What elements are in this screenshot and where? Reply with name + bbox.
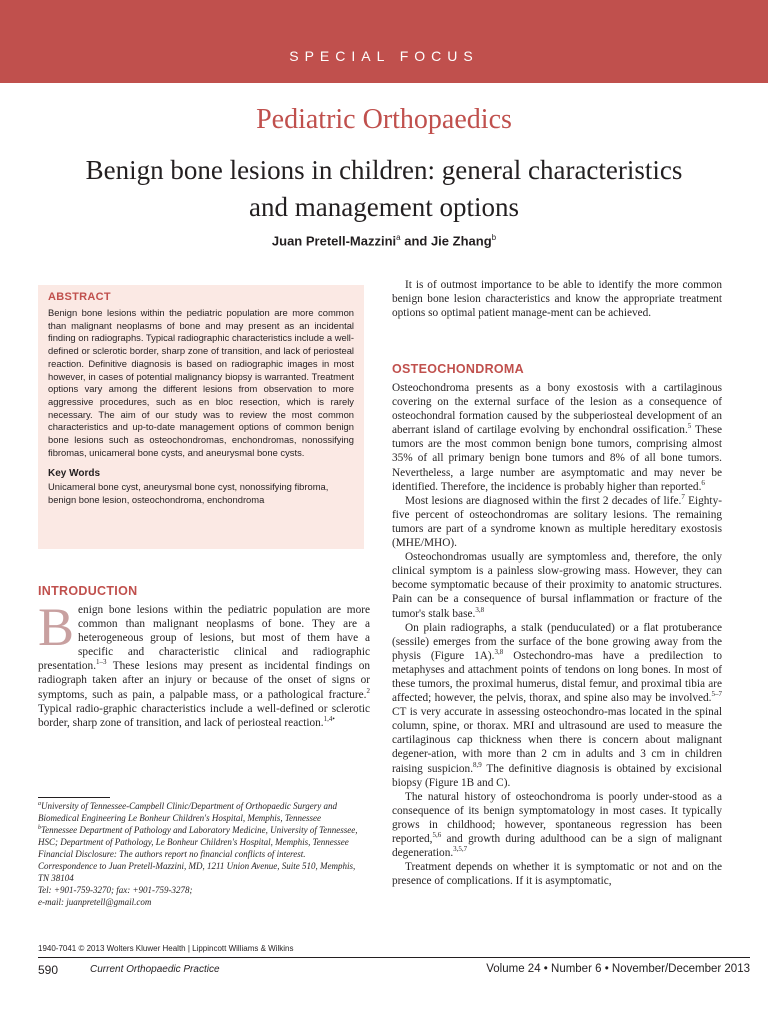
article-title-line1: Benign bone lesions in children: general characteristics — [85, 155, 683, 185]
osteochondroma-paragraph: Osteochondromas usually are symptomless and, therefore, the only clinical symptom is a painless slow-growing mass. However, they can become symptomatic because of their proximity to anatomic structures. Pain can be a consequence of bursal inflammation or fracture of the tumor's stalk base.$^{3,8}$ — [392, 551, 722, 620]
citation: 7 — [681, 492, 685, 501]
issn-copyright: 1940-7041 © 2013 Wolters Kluwer Health | Lippincott Williams & Wilkins — [38, 944, 294, 953]
citation: 8,9 — [473, 760, 482, 769]
footer-divider — [38, 957, 750, 958]
citation: 2 — [366, 686, 370, 695]
introduction-heading: INTRODUCTION — [38, 584, 138, 598]
citation: 5–7 — [711, 690, 722, 699]
volume-issue: Volume 24 • Number 6 • November/December 2013 — [486, 963, 750, 975]
footnote-correspondence: Correspondence to Juan Pretell-Mazzini, MD, 1211 Union Avenue, Suite 510, Memphis, TN 38104 — [38, 861, 356, 883]
citation: 5 — [687, 422, 692, 431]
intro-continued-paragraph: It is of outmost importance to be able to identify the more common benign bone lesion characteristics and know the appropriate treatment options so optimal patient manage-ment can be achieved. — [392, 279, 722, 320]
citation: 5,6 — [432, 831, 442, 840]
article-title-line2: and management options — [249, 192, 519, 222]
drop-cap: B — [38, 597, 75, 657]
abstract-heading: ABSTRACT — [48, 291, 111, 303]
citation: 6 — [701, 478, 705, 487]
author-list — [0, 233, 768, 248]
footnote-divider — [38, 797, 110, 798]
intro-continued — [392, 278, 722, 320]
banner-label: SPECIAL FOCUS — [289, 48, 479, 64]
author-name: Juan Pretell-Mazzini — [271, 233, 397, 249]
author-separator: and — [400, 233, 431, 249]
keywords-heading: Key Words — [48, 468, 101, 480]
osteochondroma-paragraph: The natural history of osteochondroma is poorly under-stood as a consequence of its benign symptomatology in most cases. It typically grows in childhood; however, spontaneous regression has been reported,$^{5,6}$ and growth during adulthood can be a sign of malignant degeneration.$^{3,5,7}$ — [392, 790, 722, 860]
introduction-paragraph: Benign bone lesions within the pediatric population are more common than malignant neoplasms of bone. They are a heterogeneous group of lesions, but most of them have a specific and characteristic clinical and radiographic presentation.$^{1-3}$ These lesions may present as incidental findings on radiograph taken after an injury or because of the onset of signs or symptoms, such as pain, a palpable mass, or a pathological fracture.$^2$ Typical radio-graphic characteristics include a well-defined or sclerotic border, sharp zone of transition, and lack of periosteal reaction.$^{1,4•}$ — [38, 597, 370, 729]
abstract-box — [38, 285, 364, 549]
section-title: Pediatric Orthopaedics — [256, 104, 512, 135]
citation: 3,8 — [475, 605, 485, 614]
footnote-affiliation-b: $^b$Tennessee Department of Pathology and Laboratory Medicine, University of Tennessee, HSC; Department of Pathology, Le Bonheur Children's Hospital, Memphis, Tennessee — [38, 825, 358, 847]
page-number: 590 — [38, 963, 59, 977]
affiliation-marker: b — [491, 233, 497, 242]
osteochondroma-body — [392, 381, 722, 888]
footnote-phone: Tel: +901-759-3270; fax: +901-759-3278; — [38, 885, 193, 895]
affiliation-marker: a — [396, 233, 401, 242]
citation: 3,5,7 — [453, 845, 468, 854]
introduction-body — [38, 597, 370, 730]
journal-name: Current Orthopaedic Practice — [90, 964, 220, 975]
osteochondroma-paragraph: Treatment depends on whether it is symptomatic or not and on the presence of complications. If it is asymptomatic, — [392, 861, 722, 888]
citation: 1–3 — [96, 658, 107, 667]
citation: 1,4• — [323, 714, 335, 723]
footnote-affiliation-a: $^a$University of Tennessee-Campbell Clinic/Department of Orthopaedic Surgery and Biomedical Engineering Le Bonheur Children's Hospital, Memphis, Tennessee — [38, 801, 338, 823]
osteochondroma-heading: OSTEOCHONDROMA — [392, 362, 524, 376]
footnote-disclosure: Financial Disclosure: The authors report no financial conflicts of interest. — [38, 849, 306, 859]
osteochondroma-paragraph: On plain radiographs, a stalk (penduculated) or a flat protuberance (sessile) emerges from the surface of the bone growing away from the physis (Figure 1A).$^{3,8}$ Ostechondro-mas have a predilection to metaphyses and attachment points of tendons on long bones. In most of these tumors, the proximal humerus, distal femur, and proximal tibia are affected; however, the pelvis, thorax, and spine also may be involved.$^{5-7}$ CT is very accurate in assessing osteochondro-mas located in the spinal column, spine, or thorax. MRI and ultrasound are used to measure the cartilaginous cap thickness when there is concern about malignant degener-ation, with more than 2 cm in adults and 3 cm in children raising suspicion.$^{8,9}$ The definitive diagnosis is obtained by excisional biopsy (Figure 1B and C). — [392, 621, 722, 789]
abstract-text: Benign bone lesions within the pediatric population are more common than malignant neoplasms of bone and may present as an incidental finding on radiographs. Typical radiographic characteristics include a well-defined or sclerotic border, sharp zone of transition, and lack of periosteal reaction. Definitive diagnosis is based on radiographic images in most however, in cases of potential malignancy biopsy is warranted. Treatment options vary among the different lesions from observation to more aggressive procedures, such as en bloc resection, which is rarely necessary. The aim of our study was to review the most common characteristics and up-to-date management options of common benign bone lesions such as osteochondromas, enchondromas, nonossifying fibromas, unicameral bone cysts, and aneurysmal bone cysts. — [48, 307, 354, 458]
keywords-text: Unicameral bone cyst, aneurysmal bone cyst, nonossifying fibroma, benign bone lesion, osteochondroma, enchondroma — [48, 481, 329, 506]
osteochondroma-paragraph: Osteochondroma presents as a bony exostosis with a cartilaginous covering on the external surface of the lesion as a consequence of osteochondral formation caused by the subperiosteal development of an aberrant island of cartilage evolving by enchondral ossification.$^5$ These tumors are the most common benign bone tumors, comprising almost 35% of all primary benign bone tumors and 8% of all bone tumors. Nevertheless, a large number are asymptomatic and may never be identified. Therefore, the incidence is probably higher than reported.$^6$ — [392, 382, 722, 493]
article-title — [20, 152, 748, 226]
citation: 3,8 — [494, 648, 504, 657]
footnote-email: e-mail: juanpretell@gmail.com — [38, 897, 152, 907]
author-name: Jie Zhang — [430, 233, 492, 249]
special-focus-banner — [0, 0, 768, 83]
footnotes — [38, 800, 368, 908]
osteochondroma-paragraph: Most lesions are diagnosed within the first 2 decades of life.$^7$ Eighty-five percent of osteochondromas are solitary lesions. The remaining tumors are part of a syndrome known as multiple hereditary exostosis (MHE/MHO). — [392, 492, 722, 550]
